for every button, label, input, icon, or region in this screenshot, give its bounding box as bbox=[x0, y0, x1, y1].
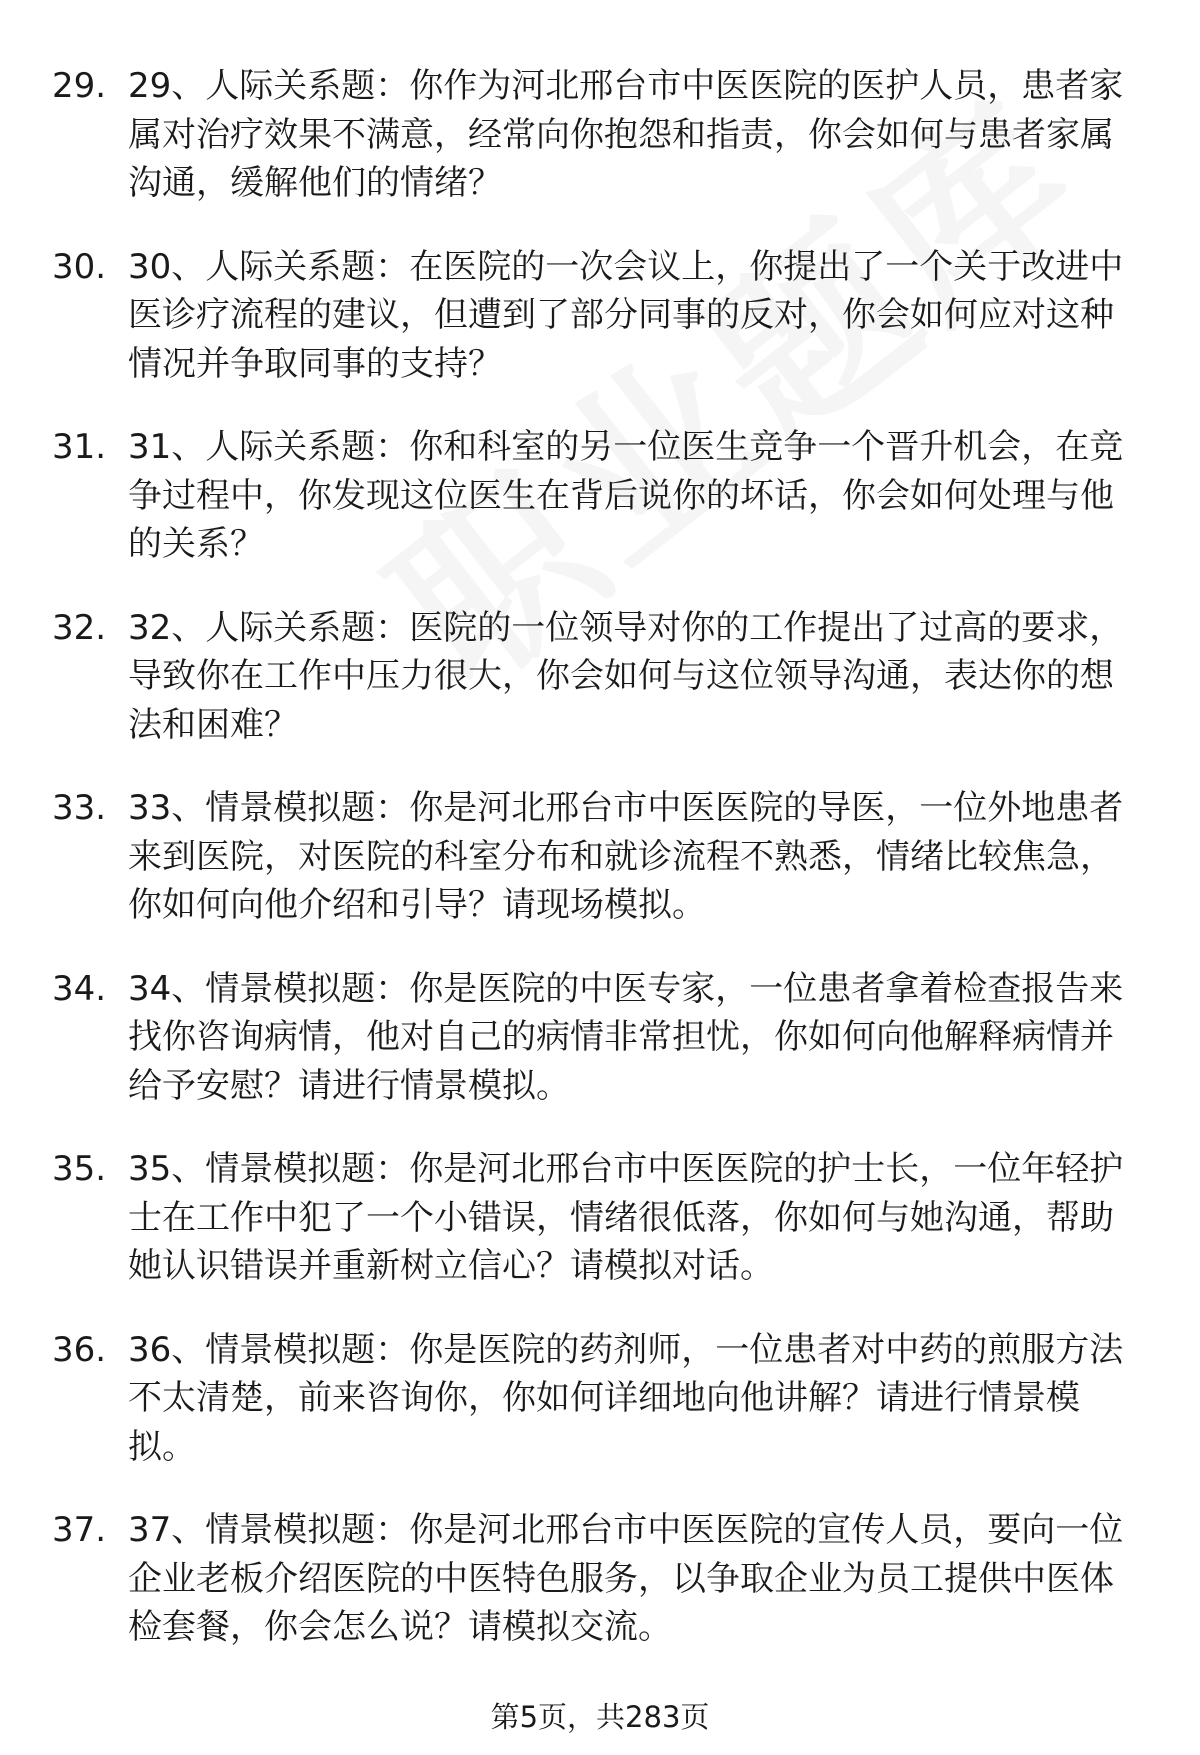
question-number: 35. bbox=[52, 1149, 107, 1189]
question-text: 36、情景模拟题：你是医院的药剂师，一位患者对中药的煎服方法不太清楚，前来咨询你，你如何详细地向他讲解？请进行情景模拟。 bbox=[128, 1329, 1124, 1467]
question-text: 35、情景模拟题：你是河北邢台市中医医院的护士长，一位年轻护士在工作中犯了一个小错误，情绪很低落，你如何与她沟通，帮助她认识错误并重新树立信心？请模拟对话。 bbox=[128, 1149, 1124, 1286]
question-item bbox=[0, 1506, 1200, 1652]
question-text: 29、人际关系题：你作为河北邢台市中医医院的医护人员，患者家属对治疗效果不满意，经常向你抱怨和指责，你会如何与患者家属沟通，缓解他们的情绪？ bbox=[128, 66, 1124, 203]
question-item bbox=[0, 604, 1200, 750]
question-text: 37、情景模拟题：你是河北邢台市中医医院的宣传人员，要向一位企业老板介绍医院的中医特色服务，以争取企业为员工提供中医体检套餐，你会怎么说？请模拟交流。 bbox=[128, 1510, 1124, 1647]
page-number-label: 第5页，共283页 bbox=[490, 1700, 710, 1734]
question-text: 30、人际关系题：在医院的一次会议上，你提出了一个关于改进中医诊疗流程的建议，但遭到了部分同事的反对，你会如何应对这种情况并争取同事的支持？ bbox=[128, 246, 1124, 384]
question-number: 31. bbox=[52, 427, 107, 467]
page-footer bbox=[0, 1697, 1200, 1737]
question-item bbox=[0, 423, 1200, 569]
question-text: 31、人际关系题：你和科室的另一位医生竞争一个晋升机会，在竞争过程中，你发现这位医生在背后说你的坏话，你会如何处理与他的关系？ bbox=[128, 427, 1124, 564]
question-number: 36. bbox=[52, 1329, 107, 1370]
question-item bbox=[0, 1145, 1200, 1291]
question-item bbox=[0, 965, 1200, 1111]
question-text: 33、情景模拟题：你是河北邢台市中医医院的导医，一位外地患者来到医院，对医院的科室分布和就诊流程不熟悉，情绪比较焦急，你如何向他介绍和引导？请现场模拟。 bbox=[128, 788, 1124, 925]
question-item bbox=[0, 243, 1200, 389]
question-item bbox=[0, 784, 1200, 930]
question-number: 37. bbox=[52, 1510, 107, 1550]
question-text: 32、人际关系题：医院的一位领导对你的工作提出了过高的要求，导致你在工作中压力很大，你会如何与这位领导沟通，表达你的想法和困难？ bbox=[128, 607, 1124, 745]
question-number: 32. bbox=[52, 607, 107, 648]
question-text: 34、情景模拟题：你是医院的中医专家，一位患者拿着检查报告来找你咨询病情，他对自己的病情非常担忧，你如何向他解释病情并给予安慰？请进行情景模拟。 bbox=[128, 968, 1124, 1106]
question-number: 30. bbox=[52, 246, 107, 287]
question-item bbox=[0, 62, 1200, 208]
question-list bbox=[0, 62, 1200, 1687]
question-number: 34. bbox=[52, 968, 107, 1009]
question-number: 29. bbox=[52, 66, 107, 106]
question-number: 33. bbox=[52, 788, 107, 828]
question-item bbox=[0, 1326, 1200, 1472]
